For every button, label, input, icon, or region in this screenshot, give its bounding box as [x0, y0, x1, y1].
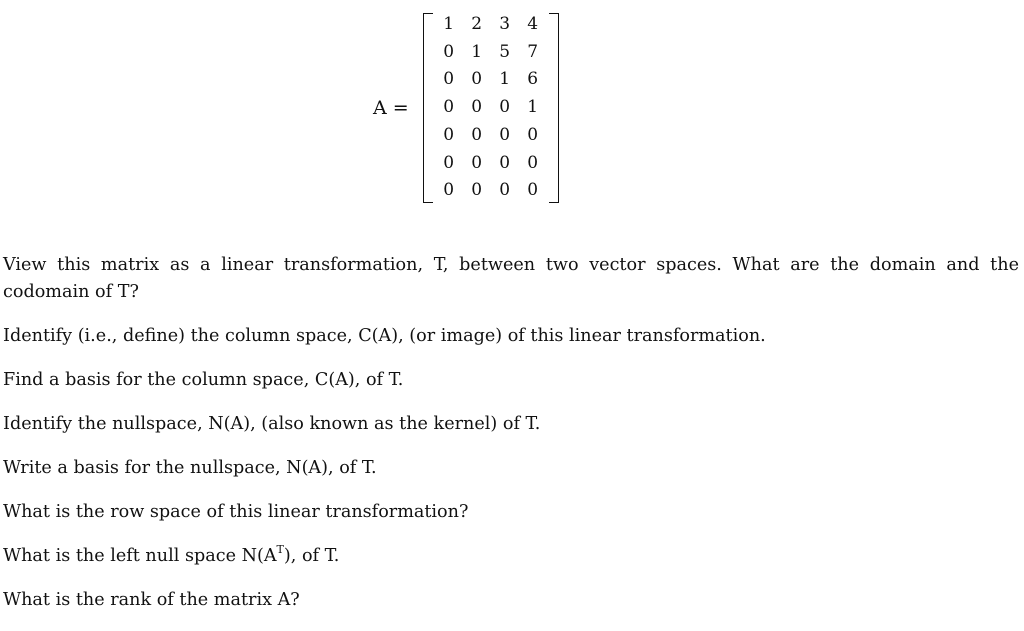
matrix-cell: 0 [443, 69, 455, 90]
matrix-cell: 1 [499, 69, 511, 90]
matrix-cell: 4 [527, 14, 539, 35]
matrix-left-bracket [423, 13, 433, 203]
matrix-cell: 2 [471, 14, 483, 35]
matrix-cell: 0 [527, 124, 539, 145]
left-null-space-text-end: ), of T. [283, 546, 340, 566]
matrix-grid [433, 11, 549, 205]
matrix-cell: 1 [443, 14, 455, 35]
question-left-null-space [3, 543, 1019, 570]
left-null-space-text-start: What is the left null space N(A [3, 546, 277, 566]
matrix-cell: 0 [443, 41, 455, 62]
matrix-label: A = [373, 96, 409, 119]
matrix-cell: 0 [443, 124, 455, 145]
matrix-cell: 5 [499, 41, 511, 62]
question-domain-codomain: View this matrix as a linear transformation, T, between two vector spaces. What are the domain and the codomain of T? [3, 255, 1019, 302]
matrix-cell: 1 [527, 97, 539, 118]
matrix-display [373, 10, 559, 206]
matrix-cell: 6 [527, 69, 539, 90]
question-list [3, 252, 1019, 631]
matrix-cell: 0 [471, 124, 483, 145]
question-row-space: What is the row space of this linear transformation? [3, 502, 469, 522]
matrix-cell: 0 [471, 152, 483, 173]
matrix-cell: 0 [471, 97, 483, 118]
matrix-cell: 0 [471, 69, 483, 90]
question-column-space-basis: Find a basis for the column space, C(A), of T. [3, 370, 404, 390]
matrix-cell: 0 [499, 124, 511, 145]
question-column-space: Identify (i.e., define) the column space, C(A), (or image) of this linear transformation. [3, 326, 766, 346]
matrix-cell: 0 [471, 180, 483, 201]
question-rank: What is the rank of the matrix A? [3, 590, 300, 610]
matrix-cell: 0 [443, 180, 455, 201]
matrix-right-bracket [549, 13, 559, 203]
matrix-cell: 0 [527, 152, 539, 173]
matrix-cell: 0 [499, 152, 511, 173]
matrix-cell: 0 [443, 97, 455, 118]
transpose-superscript: T [276, 543, 284, 557]
matrix-cell: 3 [499, 14, 511, 35]
matrix-cell: 0 [499, 97, 511, 118]
matrix-cell: 1 [471, 41, 483, 62]
question-nullspace: Identify the nullspace, N(A), (also known as the kernel) of T. [3, 414, 541, 434]
matrix-cell: 0 [527, 180, 539, 201]
matrix-cell: 7 [527, 41, 539, 62]
question-nullspace-basis: Write a basis for the nullspace, N(A), of T. [3, 458, 377, 478]
matrix-cell: 0 [499, 180, 511, 201]
matrix-cell: 0 [443, 152, 455, 173]
